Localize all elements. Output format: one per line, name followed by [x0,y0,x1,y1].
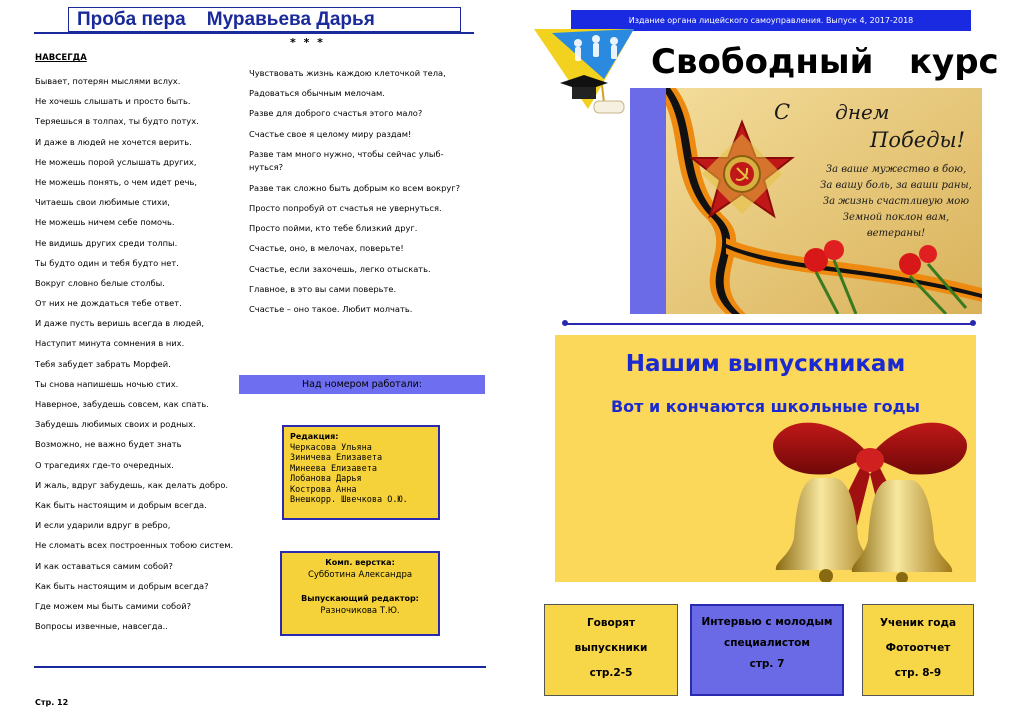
tile-graduates-say[interactable] [544,604,678,696]
editor-name: Лобанова Дарья [290,474,362,484]
poem-title: НАВСЕГДА [35,53,87,63]
poem-line: И если ударили вдруг в ребро, [35,520,171,531]
poem-line: И даже пусть веришь всегда в людей, [35,318,204,329]
section-divider [565,323,973,325]
issue-info-bar: Издание органа лицейского самоуправления. Выпуск 4, 2017-2018 [571,10,971,31]
tile-line: специалистом [724,637,810,649]
poem-line: Возможно, не важно будет знать [35,439,182,450]
poem-line: Теряешься в толпах, ты будто потух. [35,116,199,127]
tile-line: Фотоотчет [885,642,951,654]
editorial-box [282,425,440,520]
poem-line: Разве там много нужно, чтобы сейчас улыб- нуться? [249,148,444,172]
verse-line: За жизнь счастливую мою [822,196,970,207]
poem-line: Не можешь ничем себе помочь. [35,217,175,228]
victory-greeting-1: С [774,100,791,124]
poem-untitled [249,63,479,319]
divider-dot-right [970,320,976,326]
poem-line: Где можем мы быть самими собой? [35,600,192,611]
poem-line: Главное, в это вы сами поверьте. [249,283,397,294]
poem-line: И даже в людей не хочется верить. [35,136,192,147]
editor-name: Разночикова Т.Ю. [320,606,400,616]
poem-line: Вокруг словно белые столбы. [35,277,165,288]
tile-line: Интервью с молодым [701,616,833,628]
editor-name: Черкасова Ульяна [290,442,372,453]
poem-line: Наступит минута сомнения в них. [35,338,185,349]
poem-stars: * * * [290,36,325,49]
tile-line: Ученик года [879,617,957,629]
poem-line: Читаешь свои любимые стихи, [35,197,170,208]
poem-line: Разве для доброго счастья этого мало? [249,108,423,119]
verse-line: Земной поклон вам, [842,212,950,223]
poem-line: Счастье свое я целому миру раздам! [249,128,412,139]
poem-line: Не сломать всех построенных тобою систем. [35,540,234,551]
poem-line: Бывает, потерян мыслями вслух. [35,76,181,86]
editor-label: Выпускающий редактор: [301,594,419,603]
editor-name: Минеева Елизавета [290,463,377,474]
poem-line: Чувствовать жизнь каждою клеточкой тела, [249,68,446,78]
victory-verse [816,162,976,242]
tile-line: выпускники [574,642,648,654]
poem-line: Не видишь других среди толпы. [35,237,178,248]
poem-line: Забудешь любимых своих и родных. [35,419,196,430]
poem-line: Как быть настоящим и добрым всегда? [35,580,209,591]
victory-day-card [666,88,982,314]
poem-line: Разве так сложно быть добрым ко всем вокруг? [249,182,461,193]
editorial-names [290,443,432,506]
poem-line: Не можешь порой услышать других, [35,156,197,167]
verse-line: За ваше мужество в бою, [825,164,967,175]
poem-line: Тебя забудет забрать Морфей. [35,358,171,369]
poem-line: Просто пойми, кто тебе близкий друг. [249,223,418,234]
editor-name: Зиничева Елизавета [290,453,383,463]
poem-line: Счастье, если захочешь, легко отыскать. [249,263,431,274]
verse-line: За вашу боль, за ваши раны, [820,180,972,191]
tile-young-specialist-interview[interactable] [690,604,844,696]
verse-line: ветераны! [866,228,926,239]
poem-line: И жаль, вдруг забудешь, как делать добро. [35,479,229,490]
poem-line: Как быть настоящим и добрым всегда. [35,499,207,510]
poem-line: От них не дождаться тебе ответ. [35,298,182,309]
poem-line: Счастье – оно такое. Любит молчать. [249,303,413,314]
graduates-subtitle: Вот и кончаются школьные годы [610,397,921,416]
layout-name: Субботина Александра [307,570,413,580]
left-bottom-rule [34,666,486,668]
poem-line: Счастье, оно, в мелочах, поверьте! [249,243,404,254]
school-bells-icon [770,418,970,582]
newspaper-logo [530,27,640,127]
editor-name: Кострова Анна [290,484,357,495]
left-header-box [68,7,461,32]
graduates-title: Нашим выпускникам [625,351,906,377]
poem-line: Вопросы извечные, навсегда.. [35,621,168,632]
poem-line: Не хочешь слышать и просто быть. [35,96,191,107]
victory-greeting-2: днем [835,100,890,124]
divider-dot-left [562,320,568,326]
worked-on-banner: Над номером работали: [239,375,485,394]
editorial-label: Редакция: [290,432,339,441]
poem-line: Ты снова напишешь ночью стих. [35,378,179,389]
poem-line: Просто попробуй от счастья не увернуться. [249,202,442,213]
tile-student-of-year[interactable] [862,604,974,696]
tile-line: стр.2-5 [589,667,633,679]
left-top-rule [34,32,474,34]
victory-greeting-3: Победы! [870,128,966,152]
page-number: Стр. 12 [35,698,69,707]
masthead-title: Свободный курс [651,42,999,82]
tile-line: Говорят [586,617,636,629]
layout-credits-box [280,551,440,636]
poem-line: Наверное, забудешь совсем, как спать. [35,399,209,409]
tile-line: стр. 7 [749,658,785,670]
left-header-title: Проба пера Муравьева Дарья [77,8,375,30]
layout-label: Комп. верстка: [325,558,395,567]
tile-line: стр. 8-9 [894,667,942,679]
poem-line: И как оставаться самим собой? [35,560,173,571]
poem-line: Радоваться обычным мелочам. [249,88,385,99]
editor-name: Внешкорр. Швечкова О.Ю. [290,495,408,505]
poem-line: О трагедиях где-то очередных. [35,459,174,470]
poem-line: Ты будто один и тебя будто нет. [35,257,179,268]
poem-line: Не можешь понять, о чем идет речь, [35,176,198,187]
poem-navsegda [35,71,245,636]
victory-side-stripe [630,88,666,314]
